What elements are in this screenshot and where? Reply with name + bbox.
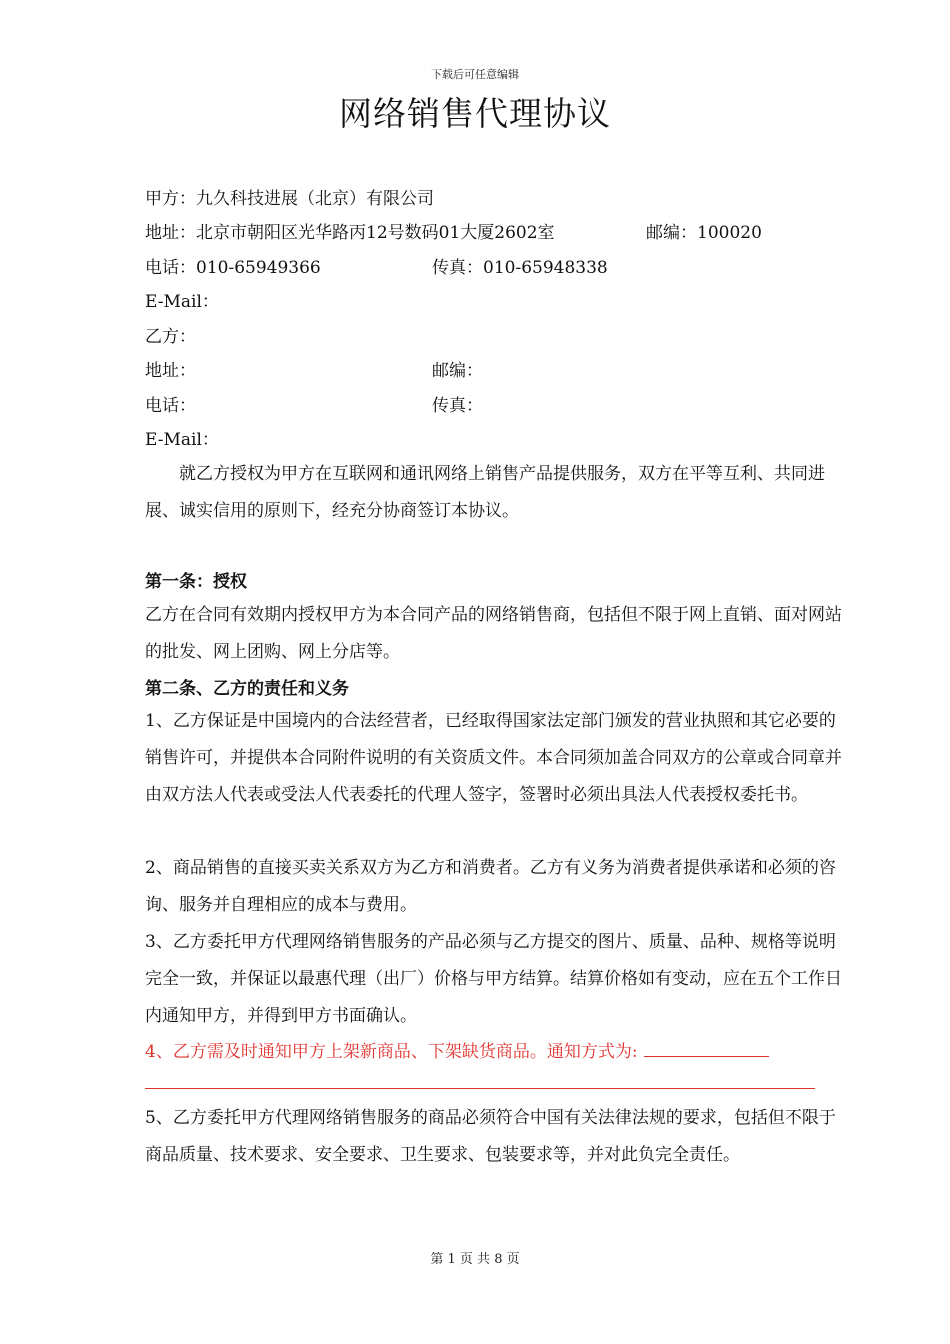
article-1-heading: 第一条：授权 [145,572,247,592]
party-b-address: 地址： [145,361,196,381]
party-a-postcode: 邮编：100020 [646,223,762,243]
party-b-fax: 传真： [432,396,483,416]
party-b-email: E-Mail： [145,430,219,450]
party-b-phone: 电话： [145,396,196,416]
party-a-fax: 传真：010-65948338 [432,258,608,278]
article-2-item-5: 5、乙方委托甲方代理网络销售服务的商品必须符合中国有关法律法规的要求，包括但不限于商品质量、技术要求、安全要求、卫生要求、包装要求等，并对此负完全责任。 [145,1108,836,1165]
party-b-postcode: 邮编： [432,361,483,381]
notification-method-blank [644,1038,769,1057]
party-a-email: E-Mail： [145,292,219,312]
article-1-text: 乙方在合同有效期内授权甲方为本合同产品的网络销售商，包括但不限于网上直销、面对网站的批发、网上团购、网上分店等。 [145,605,842,662]
article-2-heading: 第二条、乙方的责任和义务 [145,679,349,699]
party-a-address: 地址：北京市朝阳区光华路丙12号数码01大厦2602室 [145,223,555,243]
document-title: 网络销售代理协议 [339,94,611,133]
party-b-name: 乙方： [145,327,196,347]
notification-method-blank-line [145,1088,815,1089]
article-2-item-2: 2、商品销售的直接买卖关系双方为乙方和消费者。乙方有义务为消费者提供承诺和必须的咨询、服务并自理相应的成本与费用。 [145,858,836,915]
article-2-item-1: 1、乙方保证是中国境内的合法经营者，已经取得国家法定部门颁发的营业执照和其它必要的销售许可，并提供本合同附件说明的有关资质文件。本合同须加盖合同双方的公章或合同章并由双方法人代表或受法人代表委托的代理人签字，签署时必须出具法人代表授权委托书。 [145,711,842,805]
party-a-name: 甲方：九久科技进展（北京）有限公司 [145,189,434,209]
party-a-phone: 电话：010-65949366 [145,258,321,278]
page-footer: 第 1 页 共 8 页 [430,1252,520,1267]
intro-paragraph: 就乙方授权为甲方在互联网和通讯网络上销售产品提供服务，双方在平等互利、共同进展、诚实信用的原则下，经充分协商签订本协议。 [145,464,825,521]
top-note: 下载后可任意编辑 [431,68,519,81]
article-2-item-4 [145,1034,845,1071]
article-2-item-3: 3、乙方委托甲方代理网络销售服务的产品必须与乙方提交的图片、质量、品种、规格等说明完全一致，并保证以最惠代理（出厂）价格与甲方结算。结算价格如有变动，应在五个工作日内通知甲方，并得到甲方书面确认。 [145,932,842,1026]
article-2-item-4-text: 4、乙方需及时通知甲方上架新商品、下架缺货商品。通知方式为: [145,1042,638,1062]
